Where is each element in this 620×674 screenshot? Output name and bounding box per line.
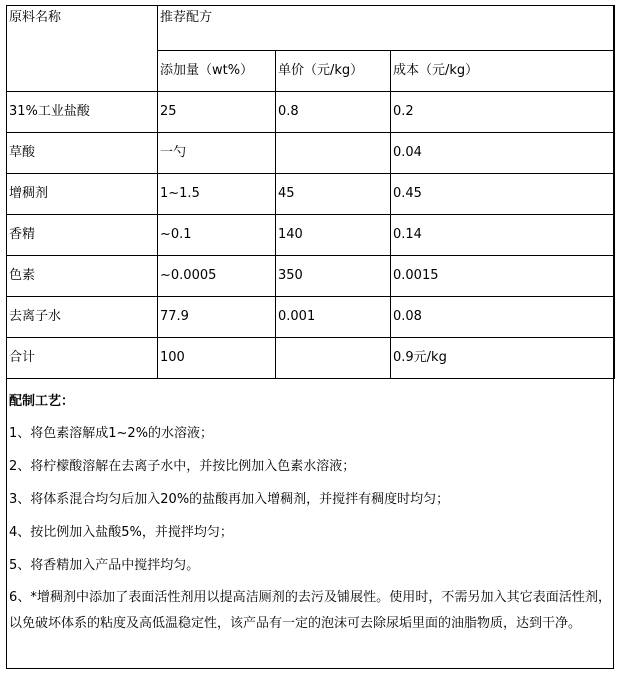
total-price-cell <box>276 338 391 379</box>
cost-header: 成本（元/kg） <box>391 51 615 92</box>
unit-price-cell: 0.001 <box>276 297 391 338</box>
formula-table <box>6 5 615 379</box>
cost-cell: 0.2 <box>391 92 615 133</box>
process-step-2: 2、将柠檬酸溶解在去离子水中，并按比例加入色素水溶液； <box>9 459 356 474</box>
unit-price-cell: 140 <box>276 215 391 256</box>
material-name-cell: 色素 <box>7 256 158 297</box>
process-step-3: 3、将体系混合均匀后加入20%的盐酸再加入增稠剂，并搅拌有稠度时均匀； <box>9 492 450 507</box>
addition-amount-cell: 77.9 <box>158 297 276 338</box>
addition-amount-cell: 25 <box>158 92 276 133</box>
material-name-cell: 草酸 <box>7 133 158 174</box>
unit-price-cell <box>276 133 391 174</box>
addition-amount-cell: ~0.0005 <box>158 256 276 297</box>
addition-amount-cell: 一勺 <box>158 133 276 174</box>
table-row <box>7 174 615 215</box>
table-row <box>7 215 615 256</box>
process-step-1: 1、将色素溶解成1~2%的水溶液； <box>9 426 214 441</box>
material-name-cell: 香精 <box>7 215 158 256</box>
addition-amount-header: 添加量（wt%） <box>158 51 276 92</box>
process-title: 配制工艺： <box>9 394 75 409</box>
cost-cell: 0.08 <box>391 297 615 338</box>
material-name-cell: 31%工业盐酸 <box>7 92 158 133</box>
unit-price-cell: 350 <box>276 256 391 297</box>
table-header-row <box>7 6 615 51</box>
addition-amount-cell: ~0.1 <box>158 215 276 256</box>
total-label-cell: 合计 <box>7 338 158 379</box>
unit-price-cell: 45 <box>276 174 391 215</box>
total-amount-cell: 100 <box>158 338 276 379</box>
cost-cell: 0.14 <box>391 215 615 256</box>
table-row <box>7 92 615 133</box>
table-row <box>7 256 615 297</box>
unit-price-cell: 0.8 <box>276 92 391 133</box>
total-cost-cell: 0.9元/kg <box>391 338 615 379</box>
table-row <box>7 297 615 338</box>
table-total-row <box>7 338 615 379</box>
addition-amount-cell: 1~1.5 <box>158 174 276 215</box>
material-name-cell: 增稠剂 <box>7 174 158 215</box>
process-step-5: 5、将香精加入产品中搅拌均匀。 <box>9 558 200 573</box>
formula-document <box>6 5 614 669</box>
process-step-4: 4、按比例加入盐酸5%，并搅拌均匀； <box>9 525 233 540</box>
cost-cell: 0.04 <box>391 133 615 174</box>
recommended-formula-header: 推荐配方 <box>158 6 615 51</box>
cost-cell: 0.45 <box>391 174 615 215</box>
unit-price-header: 单价（元/kg） <box>276 51 391 92</box>
material-name-cell: 去离子水 <box>7 297 158 338</box>
cost-cell: 0.0015 <box>391 256 615 297</box>
process-step-6: 6、*增稠剂中添加了表面活性剂用以提高洁厕剂的去污及铺展性。使用时，不需另加入其它表面活性剂，以免破坏体系的粘度及高低温稳定性，该产品有一定的泡沫可去除尿垢里面的油脂物质，达到干净。 <box>9 590 611 631</box>
table-row <box>7 133 615 174</box>
material-name-header: 原料名称 <box>7 6 158 92</box>
